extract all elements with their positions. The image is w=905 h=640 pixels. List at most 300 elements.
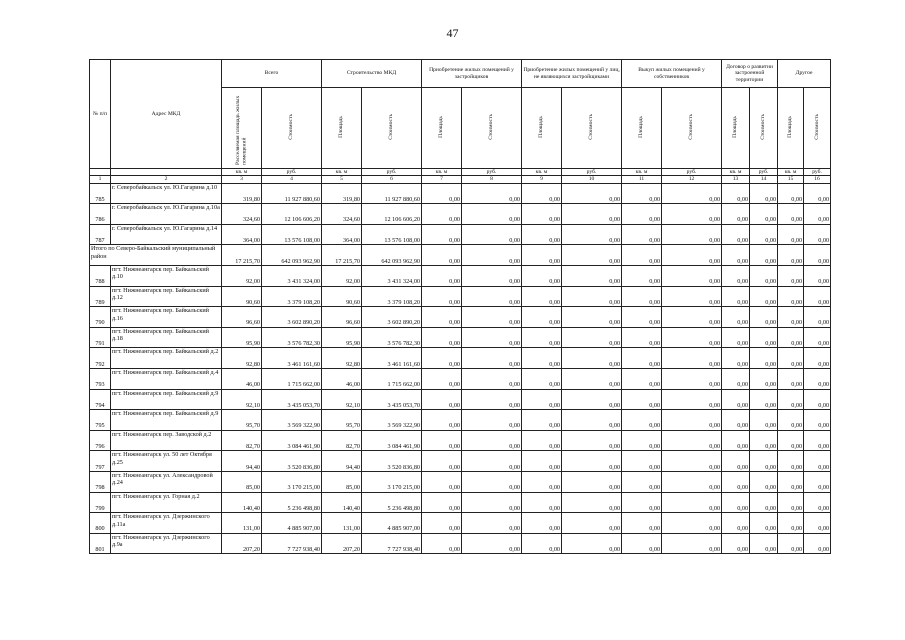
address-cell: пгт. Нижнеангарск ул. Горная д.2: [111, 492, 222, 513]
address-cell: пгт. Нижнеангарск ул. Дзержинского д.11а: [111, 513, 222, 534]
address-cell: пгт. Нижнеангарск пер. Байкальский д.4: [111, 368, 222, 389]
area-cell: 46,00: [222, 368, 262, 389]
column-number-cell: 6: [362, 176, 422, 183]
cost-cell: 0,00: [804, 286, 831, 307]
area-cell: 0,00: [722, 348, 750, 369]
cost-cell: 0,00: [462, 389, 522, 410]
area-cell: 92,10: [222, 389, 262, 410]
cost-cell: 13 576 108,00: [362, 224, 422, 245]
row-number: 786: [90, 204, 111, 225]
cost-cell: 0,00: [562, 389, 622, 410]
cost-cell: 0,00: [804, 533, 831, 554]
cost-cell: 12 106 606,20: [262, 204, 322, 225]
subtotal-row: [90, 245, 831, 266]
group-buyout-header: Выкуп жилых помещений у собственников: [622, 60, 722, 88]
unit-cell: кв. м: [322, 169, 362, 176]
sub-header-area: Площадь: [778, 88, 804, 169]
area-cell: 0,00: [422, 265, 462, 286]
area-cell: 0,00: [622, 368, 662, 389]
address-cell: пгт. Нижнеангарск пер. Байкальский д.2: [111, 348, 222, 369]
table-row: [90, 451, 831, 472]
cost-cell: 0,00: [562, 513, 622, 534]
area-cell: 0,00: [778, 224, 804, 245]
sub-header-cost: Стоимость: [262, 88, 322, 169]
cost-cell: 0,00: [562, 265, 622, 286]
area-cell: 0,00: [522, 183, 562, 204]
col-num-header: № п/п: [90, 60, 111, 169]
table-body: [90, 183, 831, 554]
sub-header-cost: Стоимость: [750, 88, 778, 169]
area-cell: 131,00: [322, 513, 362, 534]
cost-cell: 0,00: [462, 492, 522, 513]
cost-cell: 0,00: [750, 430, 778, 451]
area-cell: 0,00: [522, 451, 562, 472]
column-number-cell: 3: [222, 176, 262, 183]
area-cell: 0,00: [778, 492, 804, 513]
area-cell: 0,00: [778, 265, 804, 286]
cost-cell: 12 106 606,20: [362, 204, 422, 225]
cost-cell: 0,00: [804, 430, 831, 451]
area-cell: 0,00: [622, 245, 662, 266]
cost-cell: 1 715 662,00: [262, 368, 322, 389]
cost-cell: 3 379 108,20: [262, 286, 322, 307]
units-row: [90, 169, 831, 176]
table-row: [90, 348, 831, 369]
cost-cell: 4 885 907,00: [362, 513, 422, 534]
address-cell: пгт. Нижнеангарск ул. Александровой д.24: [111, 471, 222, 492]
row-number: 793: [90, 368, 111, 389]
area-cell: 0,00: [778, 368, 804, 389]
cost-cell: 0,00: [804, 224, 831, 245]
cost-cell: 0,00: [662, 245, 722, 266]
area-cell: 0,00: [522, 389, 562, 410]
area-cell: 207,20: [222, 533, 262, 554]
cost-cell: 0,00: [462, 533, 522, 554]
cost-cell: 0,00: [462, 368, 522, 389]
sub-header-area: Площадь: [522, 88, 562, 169]
area-cell: 17 215,70: [322, 245, 362, 266]
area-cell: 0,00: [422, 451, 462, 472]
cost-cell: 3 461 161,60: [362, 348, 422, 369]
cost-cell: 0,00: [750, 265, 778, 286]
table-row: [90, 389, 831, 410]
cost-cell: 0,00: [562, 430, 622, 451]
sub-header-cost: Стоимость: [462, 88, 522, 169]
area-cell: 0,00: [722, 183, 750, 204]
area-cell: 0,00: [622, 492, 662, 513]
cost-cell: 0,00: [662, 265, 722, 286]
area-cell: 0,00: [778, 183, 804, 204]
area-cell: 92,10: [322, 389, 362, 410]
table-row: [90, 492, 831, 513]
cost-cell: 3 569 322,90: [362, 410, 422, 431]
area-cell: 0,00: [422, 204, 462, 225]
area-cell: 0,00: [722, 492, 750, 513]
area-cell: 0,00: [422, 183, 462, 204]
area-cell: 90,60: [222, 286, 262, 307]
area-cell: 0,00: [422, 245, 462, 266]
cost-cell: 0,00: [462, 245, 522, 266]
cost-cell: 0,00: [804, 471, 831, 492]
area-cell: 0,00: [622, 307, 662, 328]
cost-cell: 0,00: [804, 451, 831, 472]
cost-cell: 7 727 938,40: [262, 533, 322, 554]
table-row: [90, 307, 831, 328]
area-cell: 0,00: [422, 307, 462, 328]
cost-cell: 4 885 907,00: [262, 513, 322, 534]
cost-cell: 0,00: [750, 368, 778, 389]
unit-cell: [111, 169, 222, 176]
area-cell: 0,00: [622, 389, 662, 410]
row-number: 789: [90, 286, 111, 307]
cost-cell: 3 431 324,00: [362, 265, 422, 286]
area-cell: 0,00: [622, 513, 662, 534]
group-total-header: Всего: [222, 60, 322, 88]
area-cell: 0,00: [722, 471, 750, 492]
row-number: 791: [90, 327, 111, 348]
column-number-cell: 2: [111, 176, 222, 183]
cost-cell: 3 576 782,30: [262, 327, 322, 348]
area-cell: 324,60: [322, 204, 362, 225]
area-cell: 95,70: [222, 410, 262, 431]
table-row: [90, 286, 831, 307]
cost-cell: 5 236 498,80: [362, 492, 422, 513]
cost-cell: 0,00: [562, 286, 622, 307]
cost-cell: 0,00: [662, 471, 722, 492]
cost-cell: 0,00: [662, 183, 722, 204]
cost-cell: 0,00: [662, 430, 722, 451]
cost-cell: 0,00: [462, 327, 522, 348]
area-cell: 0,00: [778, 533, 804, 554]
cost-cell: 0,00: [462, 513, 522, 534]
cost-cell: 0,00: [562, 183, 622, 204]
column-number-cell: 7: [422, 176, 462, 183]
area-cell: 0,00: [522, 410, 562, 431]
row-number: 797: [90, 451, 111, 472]
area-cell: 0,00: [622, 451, 662, 472]
cost-cell: 0,00: [662, 327, 722, 348]
cost-cell: 0,00: [750, 513, 778, 534]
area-cell: 0,00: [722, 245, 750, 266]
cost-cell: 11 927 880,60: [262, 183, 322, 204]
area-cell: 85,00: [222, 471, 262, 492]
cost-cell: 0,00: [750, 245, 778, 266]
cost-cell: 3 602 890,20: [362, 307, 422, 328]
area-cell: 0,00: [722, 307, 750, 328]
column-number-cell: 8: [462, 176, 522, 183]
table-row: [90, 204, 831, 225]
sub-header-area: Площадь: [322, 88, 362, 169]
area-cell: 0,00: [622, 224, 662, 245]
unit-cell: кв. м: [622, 169, 662, 176]
column-number-cell: 11: [622, 176, 662, 183]
cost-cell: 0,00: [804, 327, 831, 348]
address-cell: пгт. Нижнеангарск пер. Заводской д.2: [111, 430, 222, 451]
cost-cell: 3 520 836,80: [262, 451, 322, 472]
sub-header-area: Расселяемая площадь жилых помещений: [222, 88, 262, 169]
area-cell: 0,00: [422, 389, 462, 410]
area-cell: 82,70: [222, 430, 262, 451]
area-cell: 324,60: [222, 204, 262, 225]
unit-cell: [90, 169, 111, 176]
area-cell: 0,00: [722, 327, 750, 348]
cost-cell: 0,00: [562, 492, 622, 513]
area-cell: 0,00: [522, 430, 562, 451]
table-row: [90, 327, 831, 348]
area-cell: 0,00: [522, 265, 562, 286]
table-row: [90, 265, 831, 286]
cost-cell: 3 435 053,70: [262, 389, 322, 410]
area-cell: 0,00: [622, 265, 662, 286]
cost-cell: 0,00: [804, 348, 831, 369]
unit-cell: руб.: [750, 169, 778, 176]
row-number: 798: [90, 471, 111, 492]
cost-cell: 13 576 108,00: [262, 224, 322, 245]
area-cell: 0,00: [422, 286, 462, 307]
cost-cell: 0,00: [750, 451, 778, 472]
cost-cell: 3 520 836,80: [362, 451, 422, 472]
area-cell: 0,00: [422, 513, 462, 534]
cost-cell: 0,00: [662, 492, 722, 513]
area-cell: 92,00: [222, 265, 262, 286]
cost-cell: 0,00: [750, 327, 778, 348]
column-number-cell: 4: [262, 176, 322, 183]
cost-cell: 3 170 215,00: [362, 471, 422, 492]
area-cell: 364,00: [222, 224, 262, 245]
area-cell: 85,00: [322, 471, 362, 492]
address-cell: пгт. Нижнеангарск пер. Байкальский д.9: [111, 389, 222, 410]
cost-cell: 0,00: [750, 224, 778, 245]
area-cell: 0,00: [522, 533, 562, 554]
area-cell: 0,00: [622, 533, 662, 554]
cost-cell: 0,00: [804, 368, 831, 389]
cost-cell: 3 379 108,20: [362, 286, 422, 307]
cost-cell: 5 236 498,80: [262, 492, 322, 513]
cost-cell: 0,00: [662, 389, 722, 410]
address-cell: пгт. Нижнеангарск пер. Байкальский д.9: [111, 410, 222, 431]
area-cell: 0,00: [778, 204, 804, 225]
table-row: [90, 183, 831, 204]
area-cell: 0,00: [778, 410, 804, 431]
cost-cell: 0,00: [804, 245, 831, 266]
cost-cell: 0,00: [462, 348, 522, 369]
cost-cell: 3 084 461,90: [362, 430, 422, 451]
column-number-cell: 1: [90, 176, 111, 183]
area-cell: 95,70: [322, 410, 362, 431]
address-cell: пгт. Нижнеангарск ул. Дзержинского д.9а: [111, 533, 222, 554]
cost-cell: 0,00: [662, 348, 722, 369]
area-cell: 0,00: [422, 430, 462, 451]
area-cell: 0,00: [522, 492, 562, 513]
cost-cell: 0,00: [750, 286, 778, 307]
area-cell: 0,00: [778, 471, 804, 492]
column-number-cell: 13: [722, 176, 750, 183]
sub-header-cost: Стоимость: [804, 88, 831, 169]
cost-cell: 0,00: [750, 492, 778, 513]
cost-cell: 0,00: [662, 368, 722, 389]
area-cell: 0,00: [422, 410, 462, 431]
area-cell: 0,00: [422, 471, 462, 492]
cost-cell: 0,00: [750, 204, 778, 225]
area-cell: 364,00: [322, 224, 362, 245]
address-cell: пгт. Нижнеангарск ул. 50 лет Октября д.25: [111, 451, 222, 472]
unit-cell: руб.: [804, 169, 831, 176]
area-cell: 0,00: [778, 307, 804, 328]
area-cell: 0,00: [778, 389, 804, 410]
unit-cell: руб.: [262, 169, 322, 176]
group-header-row: [90, 60, 831, 88]
address-cell: г. Северобайкальск ул. Ю.Гагарина д.14: [111, 224, 222, 245]
cost-cell: 0,00: [562, 533, 622, 554]
area-cell: 92,00: [322, 265, 362, 286]
area-cell: 0,00: [622, 430, 662, 451]
cost-cell: 1 715 662,00: [362, 368, 422, 389]
sub-header-area: Площадь: [722, 88, 750, 169]
area-cell: 0,00: [422, 492, 462, 513]
cost-cell: 0,00: [662, 224, 722, 245]
area-cell: 140,40: [322, 492, 362, 513]
area-cell: 0,00: [722, 451, 750, 472]
row-number: 796: [90, 430, 111, 451]
area-cell: 96,60: [322, 307, 362, 328]
cost-cell: 0,00: [804, 492, 831, 513]
table-row: [90, 430, 831, 451]
table-row: [90, 224, 831, 245]
cost-cell: 0,00: [562, 327, 622, 348]
group-development-header: Договор о развитии застроенной территории: [722, 60, 778, 88]
area-cell: 0,00: [778, 327, 804, 348]
unit-cell: кв. м: [222, 169, 262, 176]
area-cell: 0,00: [722, 410, 750, 431]
unit-cell: кв. м: [422, 169, 462, 176]
table-row: [90, 513, 831, 534]
cost-cell: 0,00: [750, 183, 778, 204]
area-cell: 319,80: [322, 183, 362, 204]
cost-cell: 0,00: [804, 265, 831, 286]
cost-cell: 0,00: [562, 307, 622, 328]
address-cell: г. Северобайкальск ул. Ю.Гагарина д.10: [111, 183, 222, 204]
area-cell: 96,60: [222, 307, 262, 328]
area-cell: 0,00: [622, 327, 662, 348]
area-cell: 0,00: [622, 286, 662, 307]
cost-cell: 0,00: [804, 183, 831, 204]
table-row: [90, 410, 831, 431]
cost-cell: 0,00: [462, 286, 522, 307]
cost-cell: 0,00: [562, 224, 622, 245]
cost-cell: 3 569 322,90: [262, 410, 322, 431]
address-cell: пгт. Нижнеангарск пер. Байкальский д.10: [111, 265, 222, 286]
area-cell: 0,00: [622, 471, 662, 492]
area-cell: 0,00: [778, 348, 804, 369]
area-cell: 0,00: [778, 430, 804, 451]
unit-cell: кв. м: [778, 169, 804, 176]
area-cell: 94,40: [222, 451, 262, 472]
area-cell: 140,40: [222, 492, 262, 513]
cost-cell: 0,00: [804, 410, 831, 431]
area-cell: 0,00: [422, 224, 462, 245]
area-cell: 0,00: [522, 327, 562, 348]
sub-header-cost: Стоимость: [362, 88, 422, 169]
area-cell: 92,80: [322, 348, 362, 369]
cost-cell: 3 431 324,00: [262, 265, 322, 286]
row-number: 800: [90, 513, 111, 534]
row-number: 799: [90, 492, 111, 513]
address-cell: пгт. Нижнеангарск пер. Байкальский д.18: [111, 327, 222, 348]
area-cell: 0,00: [522, 204, 562, 225]
cost-cell: 0,00: [750, 533, 778, 554]
cost-cell: 0,00: [562, 348, 622, 369]
table-row: [90, 533, 831, 554]
area-cell: 0,00: [722, 204, 750, 225]
group-other-header: Другое: [778, 60, 831, 88]
cost-cell: 0,00: [750, 389, 778, 410]
table-row: [90, 368, 831, 389]
cost-cell: 0,00: [462, 204, 522, 225]
col-address-header: Адрес МКД: [111, 60, 222, 169]
cost-cell: 0,00: [662, 204, 722, 225]
column-number-cell: 12: [662, 176, 722, 183]
area-cell: 0,00: [522, 245, 562, 266]
cost-cell: 0,00: [562, 204, 622, 225]
area-cell: 0,00: [722, 533, 750, 554]
column-number-cell: 5: [322, 176, 362, 183]
area-cell: 0,00: [722, 430, 750, 451]
cost-cell: 0,00: [750, 471, 778, 492]
cost-cell: 3 461 161,60: [262, 348, 322, 369]
cost-cell: 0,00: [462, 430, 522, 451]
area-cell: 0,00: [722, 265, 750, 286]
sub-header-area: Площадь: [422, 88, 462, 169]
sub-header-cost: Стоимость: [662, 88, 722, 169]
area-cell: 0,00: [778, 245, 804, 266]
cost-cell: 0,00: [562, 451, 622, 472]
unit-cell: кв. м: [722, 169, 750, 176]
row-number: 788: [90, 265, 111, 286]
group-construction-header: Строительство МКД: [322, 60, 422, 88]
row-number: 794: [90, 389, 111, 410]
cost-cell: 0,00: [562, 368, 622, 389]
column-number-cell: 14: [750, 176, 778, 183]
group-other-purchase-header: Приобретение жилых помещений у лиц, не являющихся застройщиками: [522, 60, 622, 88]
column-number-cell: 10: [562, 176, 622, 183]
area-cell: 0,00: [522, 307, 562, 328]
area-cell: 90,60: [322, 286, 362, 307]
cost-cell: 0,00: [750, 410, 778, 431]
area-cell: 0,00: [422, 348, 462, 369]
column-number-cell: 9: [522, 176, 562, 183]
area-cell: 0,00: [622, 204, 662, 225]
cost-cell: 3 435 053,70: [362, 389, 422, 410]
area-cell: 0,00: [722, 224, 750, 245]
area-cell: 131,00: [222, 513, 262, 534]
row-number: 785: [90, 183, 111, 204]
cost-cell: 0,00: [750, 348, 778, 369]
area-cell: 92,80: [222, 348, 262, 369]
area-cell: 0,00: [622, 348, 662, 369]
cost-cell: 0,00: [804, 204, 831, 225]
row-number: 801: [90, 533, 111, 554]
cost-cell: 0,00: [662, 307, 722, 328]
cost-cell: 642 093 962,90: [362, 245, 422, 266]
area-cell: 46,00: [322, 368, 362, 389]
row-number: 787: [90, 224, 111, 245]
row-number: 792: [90, 348, 111, 369]
area-cell: 0,00: [622, 410, 662, 431]
cost-cell: 0,00: [804, 513, 831, 534]
area-cell: 0,00: [422, 533, 462, 554]
area-cell: 95,90: [222, 327, 262, 348]
cost-cell: 0,00: [462, 410, 522, 431]
